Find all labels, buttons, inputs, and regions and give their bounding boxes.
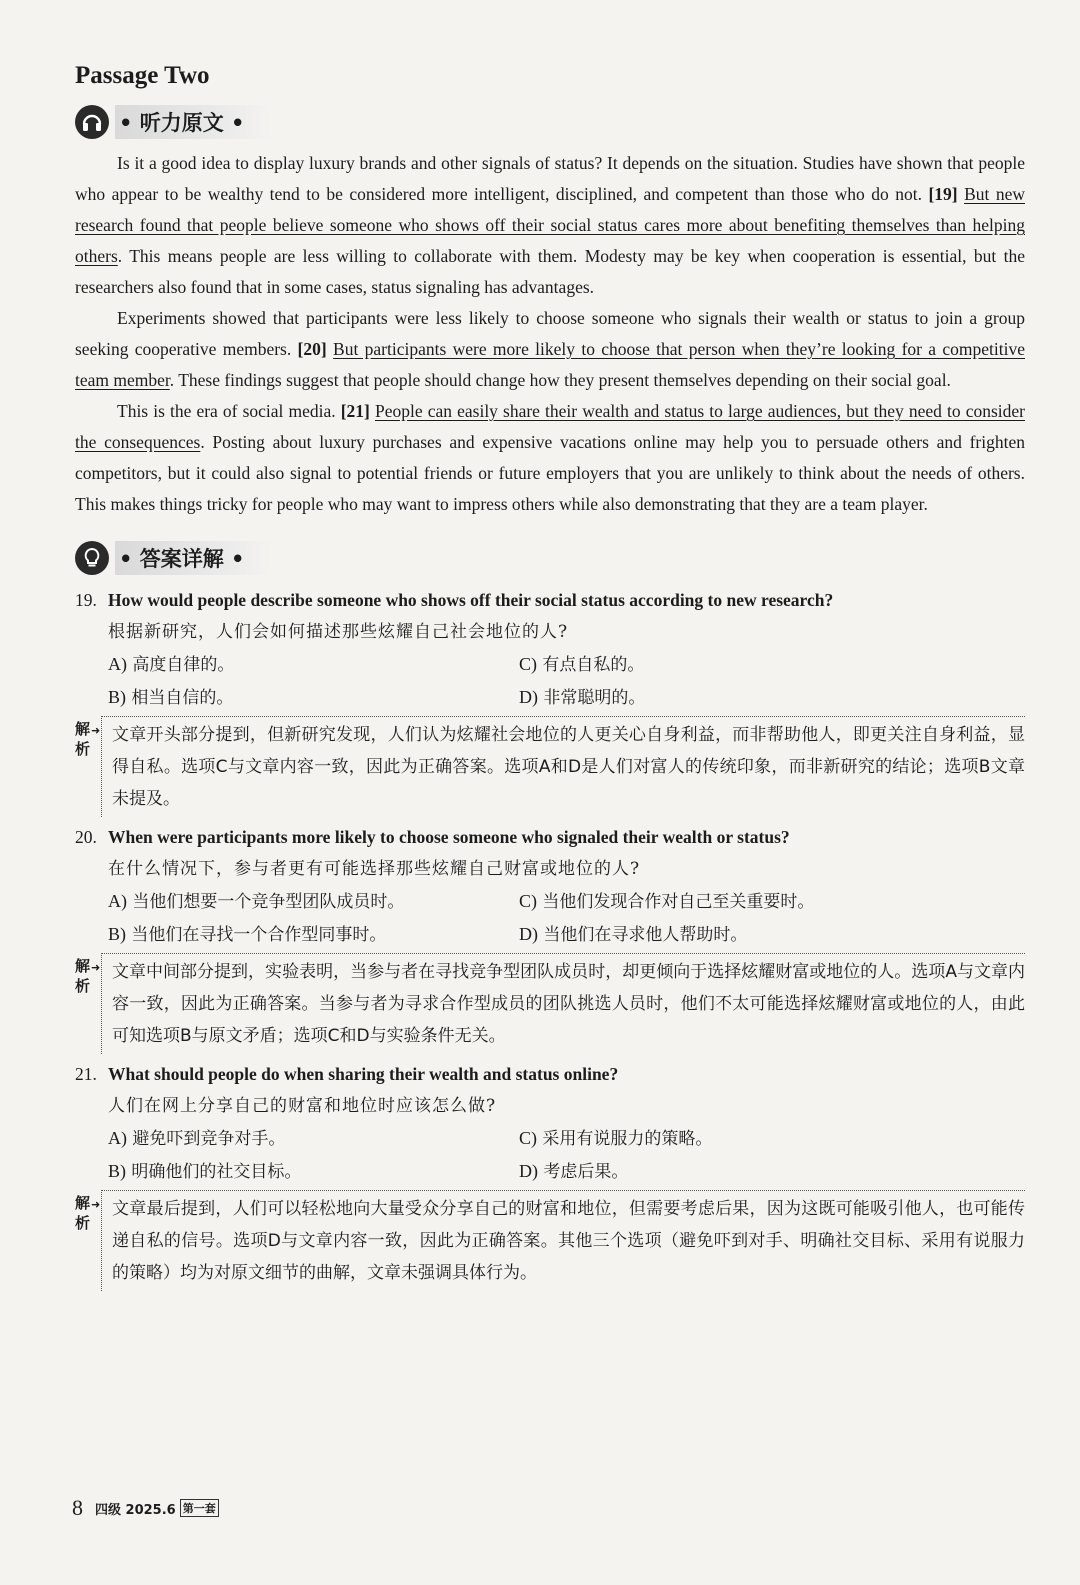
question-19 xyxy=(75,584,1025,817)
option-text: 考虑后果。 xyxy=(543,1162,629,1182)
option-text: 非常聪明的。 xyxy=(543,688,646,708)
analysis-text: 文章中间部分提到，实验表明，当参与者在寻找竞争型团队成员时，却更倾向于选择炫耀财富或地位的人。选项A与文章内容一致，因此为正确答案。当参与者为寻求合作型成员的团队挑选人员时，他们不太可能选择炫耀财富或地位的人，由此可知选项B与原文矛盾；选项C和D与实验条件无关。 xyxy=(101,953,1025,1054)
option xyxy=(108,1155,519,1188)
option xyxy=(108,885,519,918)
option-text: 采用有说服力的策略。 xyxy=(542,1129,713,1149)
arrow-right-icon: ➜ xyxy=(91,961,101,974)
transcript-paragraph-1 xyxy=(75,148,1025,303)
option-text: 避免吓到竞争对手。 xyxy=(132,1129,286,1149)
analysis-text: 文章开头部分提到，但新研究发现，人们认为炫耀社会地位的人更关心自身利益，而非帮助他人，即更关注自身利益，显得自私。选项C与文章内容一致，因此为正确答案。选项A和D是人们对富人的传统印象，而非新研究的结论；选项B文章未提及。 xyxy=(101,716,1025,817)
transcript xyxy=(75,148,1025,520)
answer-sentence: But new research found that people believe someone who shows off their social status cares more about benefiting themselves than helping others xyxy=(75,184,1025,266)
option-letter: A) xyxy=(108,891,127,911)
question-number: 21. xyxy=(75,1064,97,1084)
analysis xyxy=(75,716,1025,817)
question-text-en: When were participants more likely to choose someone who signaled their wealth or status? xyxy=(108,827,790,847)
analysis xyxy=(75,953,1025,1054)
question-20 xyxy=(75,821,1025,1054)
paragraph-text: . These findings suggest that people should change how they present themselves depending on their social goal. xyxy=(169,370,951,390)
analysis-label-top: 解 xyxy=(75,1194,91,1212)
option-text: 当他们在寻求他人帮助时。 xyxy=(543,925,748,945)
answer-sentence: People can easily share their wealth and status to large audiences, but they need to consider the consequences xyxy=(75,401,1026,452)
option xyxy=(108,648,519,681)
arrow-right-icon: ➜ xyxy=(91,724,101,737)
option xyxy=(519,1155,1025,1188)
transcript-paragraph-3 xyxy=(75,396,1025,520)
option-letter: B) xyxy=(108,1161,126,1181)
document-page xyxy=(75,58,1025,1293)
question-tag: [20] xyxy=(297,339,327,359)
option-letter: A) xyxy=(108,1128,127,1148)
paragraph-text: Is it a good idea to display luxury brands and other signals of status? It depends on the situation. Studies have shown that people who appear to be wealthy tend to be considered more intelligent, disciplined, and competent than those who do not. xyxy=(75,153,1025,204)
option-letter: C) xyxy=(519,891,537,911)
option xyxy=(519,681,1025,714)
question-text-cn: 根据新研究，人们会如何描述那些炫耀自己社会地位的人? xyxy=(108,622,569,642)
option-text: 相当自信的。 xyxy=(131,688,234,708)
question-text-en: What should people do when sharing their wealth and status online? xyxy=(108,1064,619,1084)
question-21 xyxy=(75,1058,1025,1291)
lightbulb-icon xyxy=(75,541,109,575)
footer-title: 四级 2025.6 xyxy=(95,1502,176,1518)
option xyxy=(108,1122,519,1155)
paragraph-text: . Posting about luxury purchases and expensive vacations online may help you to persuade others and frighten competitors, but it could also signal to potential friends or future employers that you are unlikely to think about the needs of others. This makes things tricky for people who may want to impress others while also demonstrating that they are a team player. xyxy=(75,432,1025,514)
option xyxy=(108,918,519,951)
analysis-label-top: 解 xyxy=(75,957,91,975)
paragraph-text: This is the era of social media. xyxy=(117,401,341,421)
analysis-label-bottom: 析 xyxy=(75,1214,91,1232)
option xyxy=(519,648,1025,681)
headphones-icon xyxy=(75,105,109,139)
question-text-en: How would people describe someone who shows off their social status according to new research? xyxy=(108,590,834,610)
listening-section-header xyxy=(75,102,1025,142)
analysis-label xyxy=(75,1190,101,1291)
analysis-label-bottom: 析 xyxy=(75,977,91,995)
option-letter: D) xyxy=(519,687,538,707)
analysis-label-bottom: 析 xyxy=(75,740,91,758)
option-letter: D) xyxy=(519,1161,538,1181)
option xyxy=(108,681,519,714)
option xyxy=(519,1122,1025,1155)
option-text: 当他们在寻找一个合作型同事时。 xyxy=(131,925,387,945)
option-letter: C) xyxy=(519,654,537,674)
option-text: 高度自律的。 xyxy=(132,655,235,675)
option-text: 有点自私的。 xyxy=(542,655,645,675)
analysis-label xyxy=(75,716,101,817)
analysis xyxy=(75,1190,1025,1291)
arrow-right-icon: ➜ xyxy=(91,1198,101,1211)
question-text-cn: 人们在网上分享自己的财富和地位时应该怎么做? xyxy=(108,1096,497,1116)
option-text: 当他们想要一个竞争型团队成员时。 xyxy=(132,892,405,912)
paragraph-text: Experiments showed that participants were less likely to choose someone who signals their wealth or status to join a group seeking cooperative members. xyxy=(75,308,1025,359)
analysis-text: 文章最后提到，人们可以轻松地向大量受众分享自己的财富和地位，但需要考虑后果，因为这既可能吸引他人，也可能传递自私的信号。选项D与文章内容一致，因此为正确答案。其他三个选项（避免吓到对手、明确社交目标、采用有说服力的策略）均为对原文细节的曲解，文章未强调具体行为。 xyxy=(101,1190,1025,1291)
option-text: 当他们发现合作对自己至关重要时。 xyxy=(542,892,815,912)
footer-set-label: 第一套 xyxy=(180,1499,219,1517)
passage-title: Passage Two xyxy=(75,62,210,89)
option xyxy=(519,918,1025,951)
analysis-label-top: 解 xyxy=(75,720,91,738)
answer-sentence: But participants were more likely to choose that person when they’re looking for a competitive team member xyxy=(75,339,1025,390)
paragraph-text: . This means people are less willing to collaborate with them. Modesty may be key when cooperation is essential, but the researchers also found that in some cases, status signaling has advantages. xyxy=(75,246,1025,297)
question-number: 19. xyxy=(75,590,97,610)
answers-section-label: • 答案详解 • xyxy=(115,541,272,575)
answers-section-header xyxy=(75,538,1025,578)
option-letter: A) xyxy=(108,654,127,674)
question-number: 20. xyxy=(75,827,97,847)
question-tag: [19] xyxy=(928,184,958,204)
page-number: 8 xyxy=(72,1495,83,1520)
options xyxy=(75,648,1025,714)
page-footer xyxy=(72,1495,219,1521)
option-letter: B) xyxy=(108,687,126,707)
option xyxy=(519,885,1025,918)
options xyxy=(75,1122,1025,1188)
listening-section-label: • 听力原文 • xyxy=(115,105,272,139)
options xyxy=(75,885,1025,951)
transcript-paragraph-2 xyxy=(75,303,1025,396)
question-tag: [21] xyxy=(340,401,370,421)
analysis-label xyxy=(75,953,101,1054)
option-letter: C) xyxy=(519,1128,537,1148)
option-letter: B) xyxy=(108,924,126,944)
question-text-cn: 在什么情况下，参与者更有可能选择那些炫耀自己财富或地位的人? xyxy=(108,859,641,879)
option-letter: D) xyxy=(519,924,538,944)
option-text: 明确他们的社交目标。 xyxy=(131,1162,302,1182)
